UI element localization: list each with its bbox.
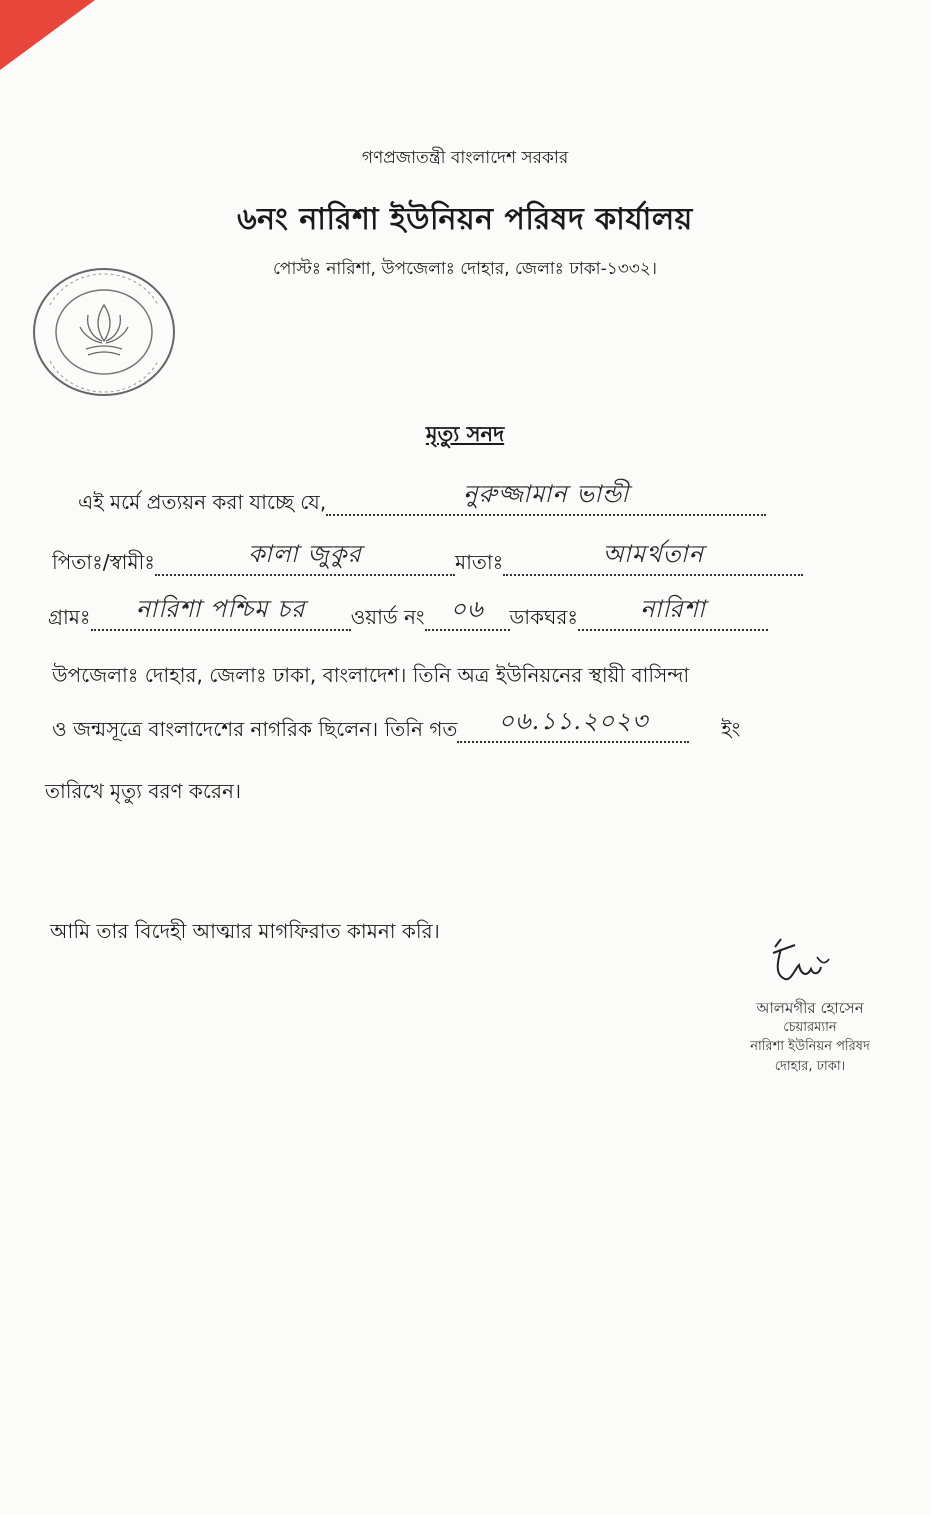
line-citizenship (52, 707, 741, 748)
intro-text: এই মর্মে প্রত্যয়ন করা যাচ্ছে যে, (78, 490, 327, 514)
line-upazila: উপজেলাঃ দোহার, জেলাঃ ঢাকা, বাংলাদেশ। তিনি অত্র ইউনিয়নের স্থায়ী বাসিন্দা (52, 663, 690, 687)
father-label: পিতাঃ/স্বামীঃ (52, 550, 155, 574)
mother-name: আমর্থতান (602, 540, 704, 568)
citizenship-text: ও জন্মসূত্রে বাংলাদেশের নাগরিক ছিলেন। তিনি গত (52, 717, 458, 741)
prayer-line: আমি তার বিদেহী আত্মার মাগফিরাত কামনা করি। (50, 919, 440, 943)
certificate-title: মৃত্যু সনদ (425, 422, 505, 446)
line-address (48, 595, 768, 636)
death-date: ০৬.১১.২০২৩ (498, 707, 649, 735)
father-name: কালা জুকুর (248, 540, 362, 568)
corner-paper-mark (0, 0, 95, 70)
chairman-name: আলমগীর হোসেন (756, 999, 864, 1017)
line-death-statement: তারিখে মৃত্যু বরণ করেন। (45, 779, 242, 803)
handwritten-signature (755, 935, 835, 990)
village-label: গ্রামঃ (48, 605, 91, 629)
union-seal-stamp (30, 265, 178, 399)
line-parents (52, 540, 803, 581)
ward-value: ০৬ (450, 595, 484, 623)
mother-name-field (503, 540, 803, 576)
death-date-field (457, 707, 689, 743)
deceased-name-field (326, 480, 766, 516)
mother-label: মাতাঃ (454, 550, 504, 574)
post-value: নারিশা (640, 595, 706, 623)
village-field (91, 595, 351, 631)
post-label: ডাকঘরঃ (509, 605, 579, 629)
chairman-designation: চেয়ারম্যান (783, 1020, 837, 1035)
government-heading: গণপ্রজাতন্ত্রী বাংলাদেশ সরকার (361, 148, 569, 168)
deceased-name: নুরুজ্জামান ভান্ডী (463, 480, 630, 508)
father-name-field (155, 540, 455, 576)
village-value: নারিশা পশ্চিম চর (135, 595, 306, 623)
office-address: পোস্টঃ নারিশা, উপজেলাঃ দোহার, জেলাঃ ঢাকা-১৩৩২। (273, 259, 657, 279)
ward-field (425, 595, 510, 631)
post-field (578, 595, 768, 631)
ward-label: ওয়ার্ড নং (350, 605, 425, 629)
chairman-location: দোহার, ঢাকা। (774, 1059, 846, 1074)
office-heading: ৬নং নারিশা ইউনিয়ন পরিষদ কার্যালয় (237, 202, 693, 237)
chairman-office: নারিশা ইউনিয়ন পরিষদ (750, 1039, 870, 1054)
era-suffix: ইং (721, 717, 741, 741)
line-deceased (78, 480, 766, 521)
